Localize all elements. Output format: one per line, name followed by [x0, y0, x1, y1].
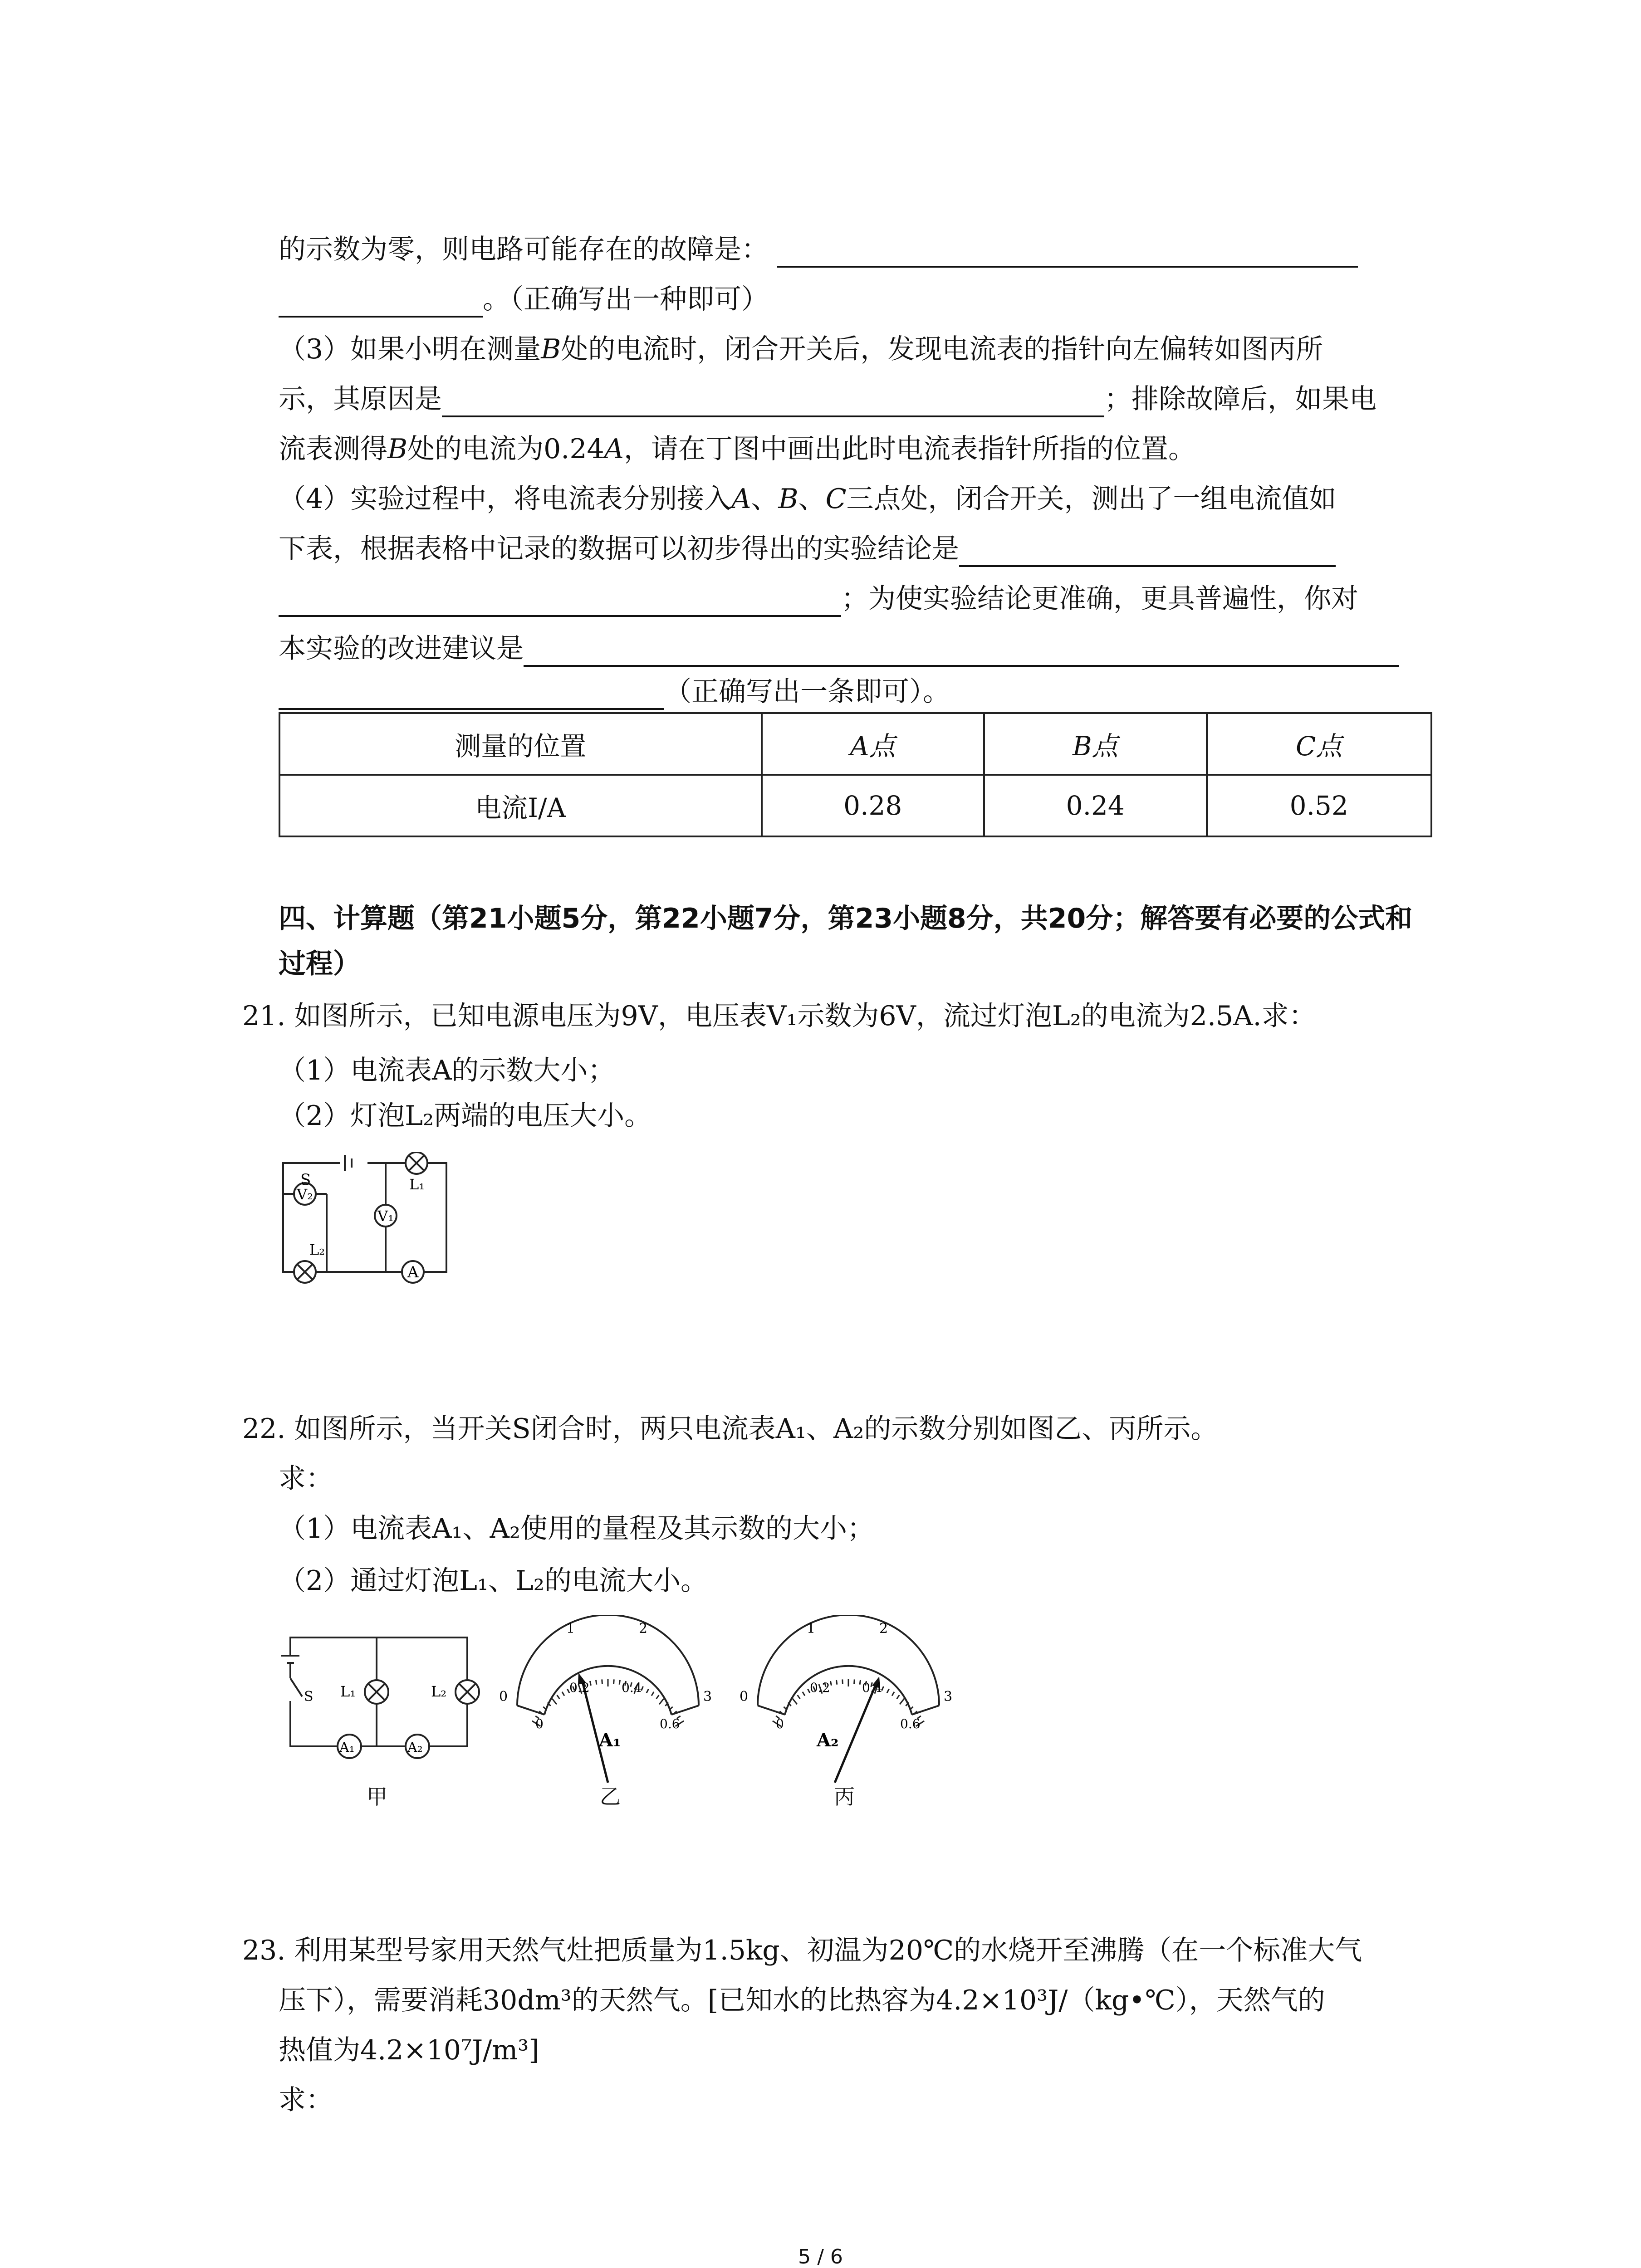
- text: 、: [798, 483, 826, 515]
- page-number: 5 / 6: [798, 2245, 843, 2268]
- text-line-1: [279, 231, 1358, 268]
- text: ，请在丁图中画出此时电流表指针所指的位置。: [624, 433, 1196, 465]
- table-cell: 0.52: [1207, 775, 1432, 836]
- scale-top-3: 3: [944, 1689, 953, 1705]
- q22-part1: （1）电流表A₁、A₂使用的量程及其示数的大小；: [279, 1513, 874, 1545]
- a2-label: A₂: [407, 1740, 423, 1755]
- text: 处的电流为0.24: [407, 433, 604, 465]
- meter-name: A₁: [599, 1730, 621, 1751]
- text: B: [778, 483, 798, 515]
- dial-tick: [830, 1681, 831, 1686]
- text: C: [825, 483, 847, 515]
- text: 处的电流时，闭合开关后，发现电流表的指针向左偏转如图丙所: [561, 333, 1323, 365]
- scale-bottom-0: 0: [776, 1716, 784, 1731]
- text-line-3: [279, 331, 1323, 367]
- text: 下表，根据表格中记录的数据可以初步得出的实验结论是: [279, 533, 959, 565]
- scale-bottom-2: 0.4: [622, 1680, 642, 1695]
- ammeter-label: A: [407, 1263, 419, 1281]
- dial-tick: [900, 1699, 904, 1705]
- answer-blank[interactable]: [279, 680, 664, 710]
- scale-bottom-3: 0.6: [660, 1716, 680, 1731]
- answer-blank[interactable]: [524, 637, 1399, 667]
- l2-label: L₂: [309, 1241, 325, 1258]
- q23-line3: 热值为4.2×10⁷J/m³]: [279, 2034, 539, 2066]
- scale-bottom-1: 0.2: [569, 1680, 590, 1695]
- text-line-6: [279, 481, 1337, 517]
- scale-bottom-2: 0.4: [862, 1680, 882, 1695]
- q23-line1: 23. 利用某型号家用天然气灶把质量为1.5kg、初温为20℃的水烧开至沸腾（在一个标准大气: [242, 1935, 1362, 1966]
- q23-ask: 求：: [279, 2084, 333, 2116]
- scale-top-0: 0: [740, 1689, 749, 1705]
- dial-tick: [647, 1689, 649, 1693]
- fig-label-jia: 甲: [367, 1784, 387, 1809]
- q21-part1: （1）电流表A的示数大小；: [279, 1055, 615, 1086]
- text: A: [731, 483, 751, 515]
- text: 示，其原因是: [279, 383, 442, 415]
- answer-blank[interactable]: [777, 238, 1358, 268]
- current-table: [279, 712, 1432, 837]
- section-title: 过程）: [279, 948, 360, 980]
- q21-circuit-diagram: [277, 1152, 458, 1284]
- dial-tick: [552, 1699, 557, 1705]
- l1-label: L₁: [340, 1683, 356, 1700]
- text: 三点处，闭合开关，测出了一组电流值如: [846, 483, 1337, 515]
- text-line-5: [279, 431, 1195, 467]
- answer-blank[interactable]: [279, 587, 841, 617]
- table-cell: 电流I/A: [279, 775, 762, 836]
- scale-top-0: 0: [499, 1689, 508, 1705]
- scale-top-3: 3: [703, 1689, 712, 1705]
- fig-label-bing: 丙: [834, 1784, 855, 1809]
- dial-tick: [803, 1692, 805, 1696]
- text-line-4: [279, 381, 1376, 417]
- v1-label: V₁: [377, 1207, 394, 1225]
- section-title: 四、计算题（第21小题5分，第22小题7分，第23小题8分，共20分；解答要有必要的公式和: [279, 903, 1413, 934]
- ammeter-a2-dial: [726, 1615, 962, 1787]
- dial-tick: [596, 1680, 597, 1685]
- text: 、: [751, 483, 779, 515]
- text: 。（正确写出一种即可）: [483, 284, 769, 315]
- text: ；排除故障后，如果电: [1104, 383, 1376, 415]
- table-cell: 测量的位置: [279, 713, 762, 775]
- scale-bottom-1: 0.2: [810, 1680, 830, 1695]
- q21-part2: （2）灯泡L₂两端的电压大小。: [279, 1100, 652, 1132]
- table-row: [279, 775, 1431, 836]
- table-cell: B点: [984, 713, 1207, 775]
- fig-label-yi: 乙: [600, 1784, 621, 1809]
- q22-part2: （2）通过灯泡L₁、L₂的电流大小。: [279, 1565, 708, 1597]
- text: （正确写出一条即可）。: [664, 676, 950, 708]
- answer-blank[interactable]: [959, 537, 1336, 567]
- dial-tick: [602, 1679, 603, 1684]
- table-row: [279, 713, 1431, 775]
- dial-tick: [590, 1681, 591, 1686]
- dial-tick: [619, 1680, 620, 1685]
- ammeter-a1-dial: [485, 1615, 721, 1787]
- scale-top-1: 1: [566, 1621, 575, 1637]
- dial-tick: [887, 1689, 889, 1693]
- dial-tick: [659, 1699, 664, 1705]
- scale-top-2: 2: [879, 1621, 888, 1637]
- a1-label: A₁: [339, 1740, 355, 1755]
- scale-bottom-0: 0: [535, 1716, 544, 1731]
- text: 本实验的改进建议是: [279, 633, 524, 665]
- answer-blank[interactable]: [442, 387, 1104, 417]
- text: A: [604, 433, 624, 465]
- text-line-9: [279, 631, 1399, 667]
- dial-tick: [652, 1692, 654, 1696]
- switch-label: S: [304, 1689, 314, 1705]
- dial-tick: [557, 1695, 560, 1699]
- q22-text: 22. 如图所示，当开关S闭合时，两只电流表A₁、A₂的示数分别如图乙、丙所示。: [242, 1413, 1218, 1445]
- text-line-2: [279, 281, 769, 318]
- dial-tick: [656, 1695, 659, 1699]
- q23-line2: 压下），需要消耗30dm³的天然气。[已知水的比热容为4.2×10³J/（kg•℃），天然气的: [279, 1984, 1325, 2016]
- table-cell: 0.24: [984, 775, 1207, 836]
- l1-label: L₁: [409, 1176, 425, 1193]
- text-line-7: [279, 531, 1336, 567]
- dial-tick: [793, 1699, 797, 1705]
- meter-name: A₂: [817, 1730, 839, 1751]
- dial-tick: [897, 1695, 900, 1699]
- text: ；为使实验结论更准确，更具普遍性，你对: [841, 583, 1358, 615]
- dial-tick: [798, 1695, 800, 1699]
- l2-label: L₂: [431, 1683, 447, 1700]
- table-cell: C点: [1207, 713, 1432, 775]
- meter-needle: [835, 1683, 877, 1783]
- text: （4）实验过程中，将电流表分别接入: [279, 483, 732, 515]
- text: 的示数为零，则电路可能存在的故障是：: [279, 234, 769, 265]
- dial-tick: [854, 1679, 855, 1684]
- scale-bottom-3: 0.6: [900, 1716, 921, 1731]
- scale-top-2: 2: [639, 1621, 648, 1637]
- v2-label: V₂: [297, 1186, 313, 1203]
- text: B: [541, 333, 561, 365]
- q21-text: 21. 如图所示，已知电源电压为9V，电压表V₁示数为6V，流过灯泡L₂的电流为2.5A.求：: [242, 1000, 1316, 1032]
- scale-top-1: 1: [807, 1621, 816, 1637]
- dial-tick: [562, 1692, 564, 1696]
- text-line-8: [279, 581, 1358, 617]
- text: 流表测得: [279, 433, 387, 465]
- dial-tick: [892, 1692, 894, 1696]
- text: （3）如果小明在测量: [279, 333, 541, 365]
- q22-circuit-diagram: [281, 1628, 481, 1774]
- table-cell: 0.28: [762, 775, 985, 836]
- answer-blank[interactable]: [279, 288, 483, 318]
- table-cell: A点: [762, 713, 985, 775]
- q22-ask: 求：: [279, 1463, 333, 1495]
- text-line-10: [279, 674, 950, 710]
- text: B: [387, 433, 408, 465]
- switch-label: S: [300, 1171, 311, 1189]
